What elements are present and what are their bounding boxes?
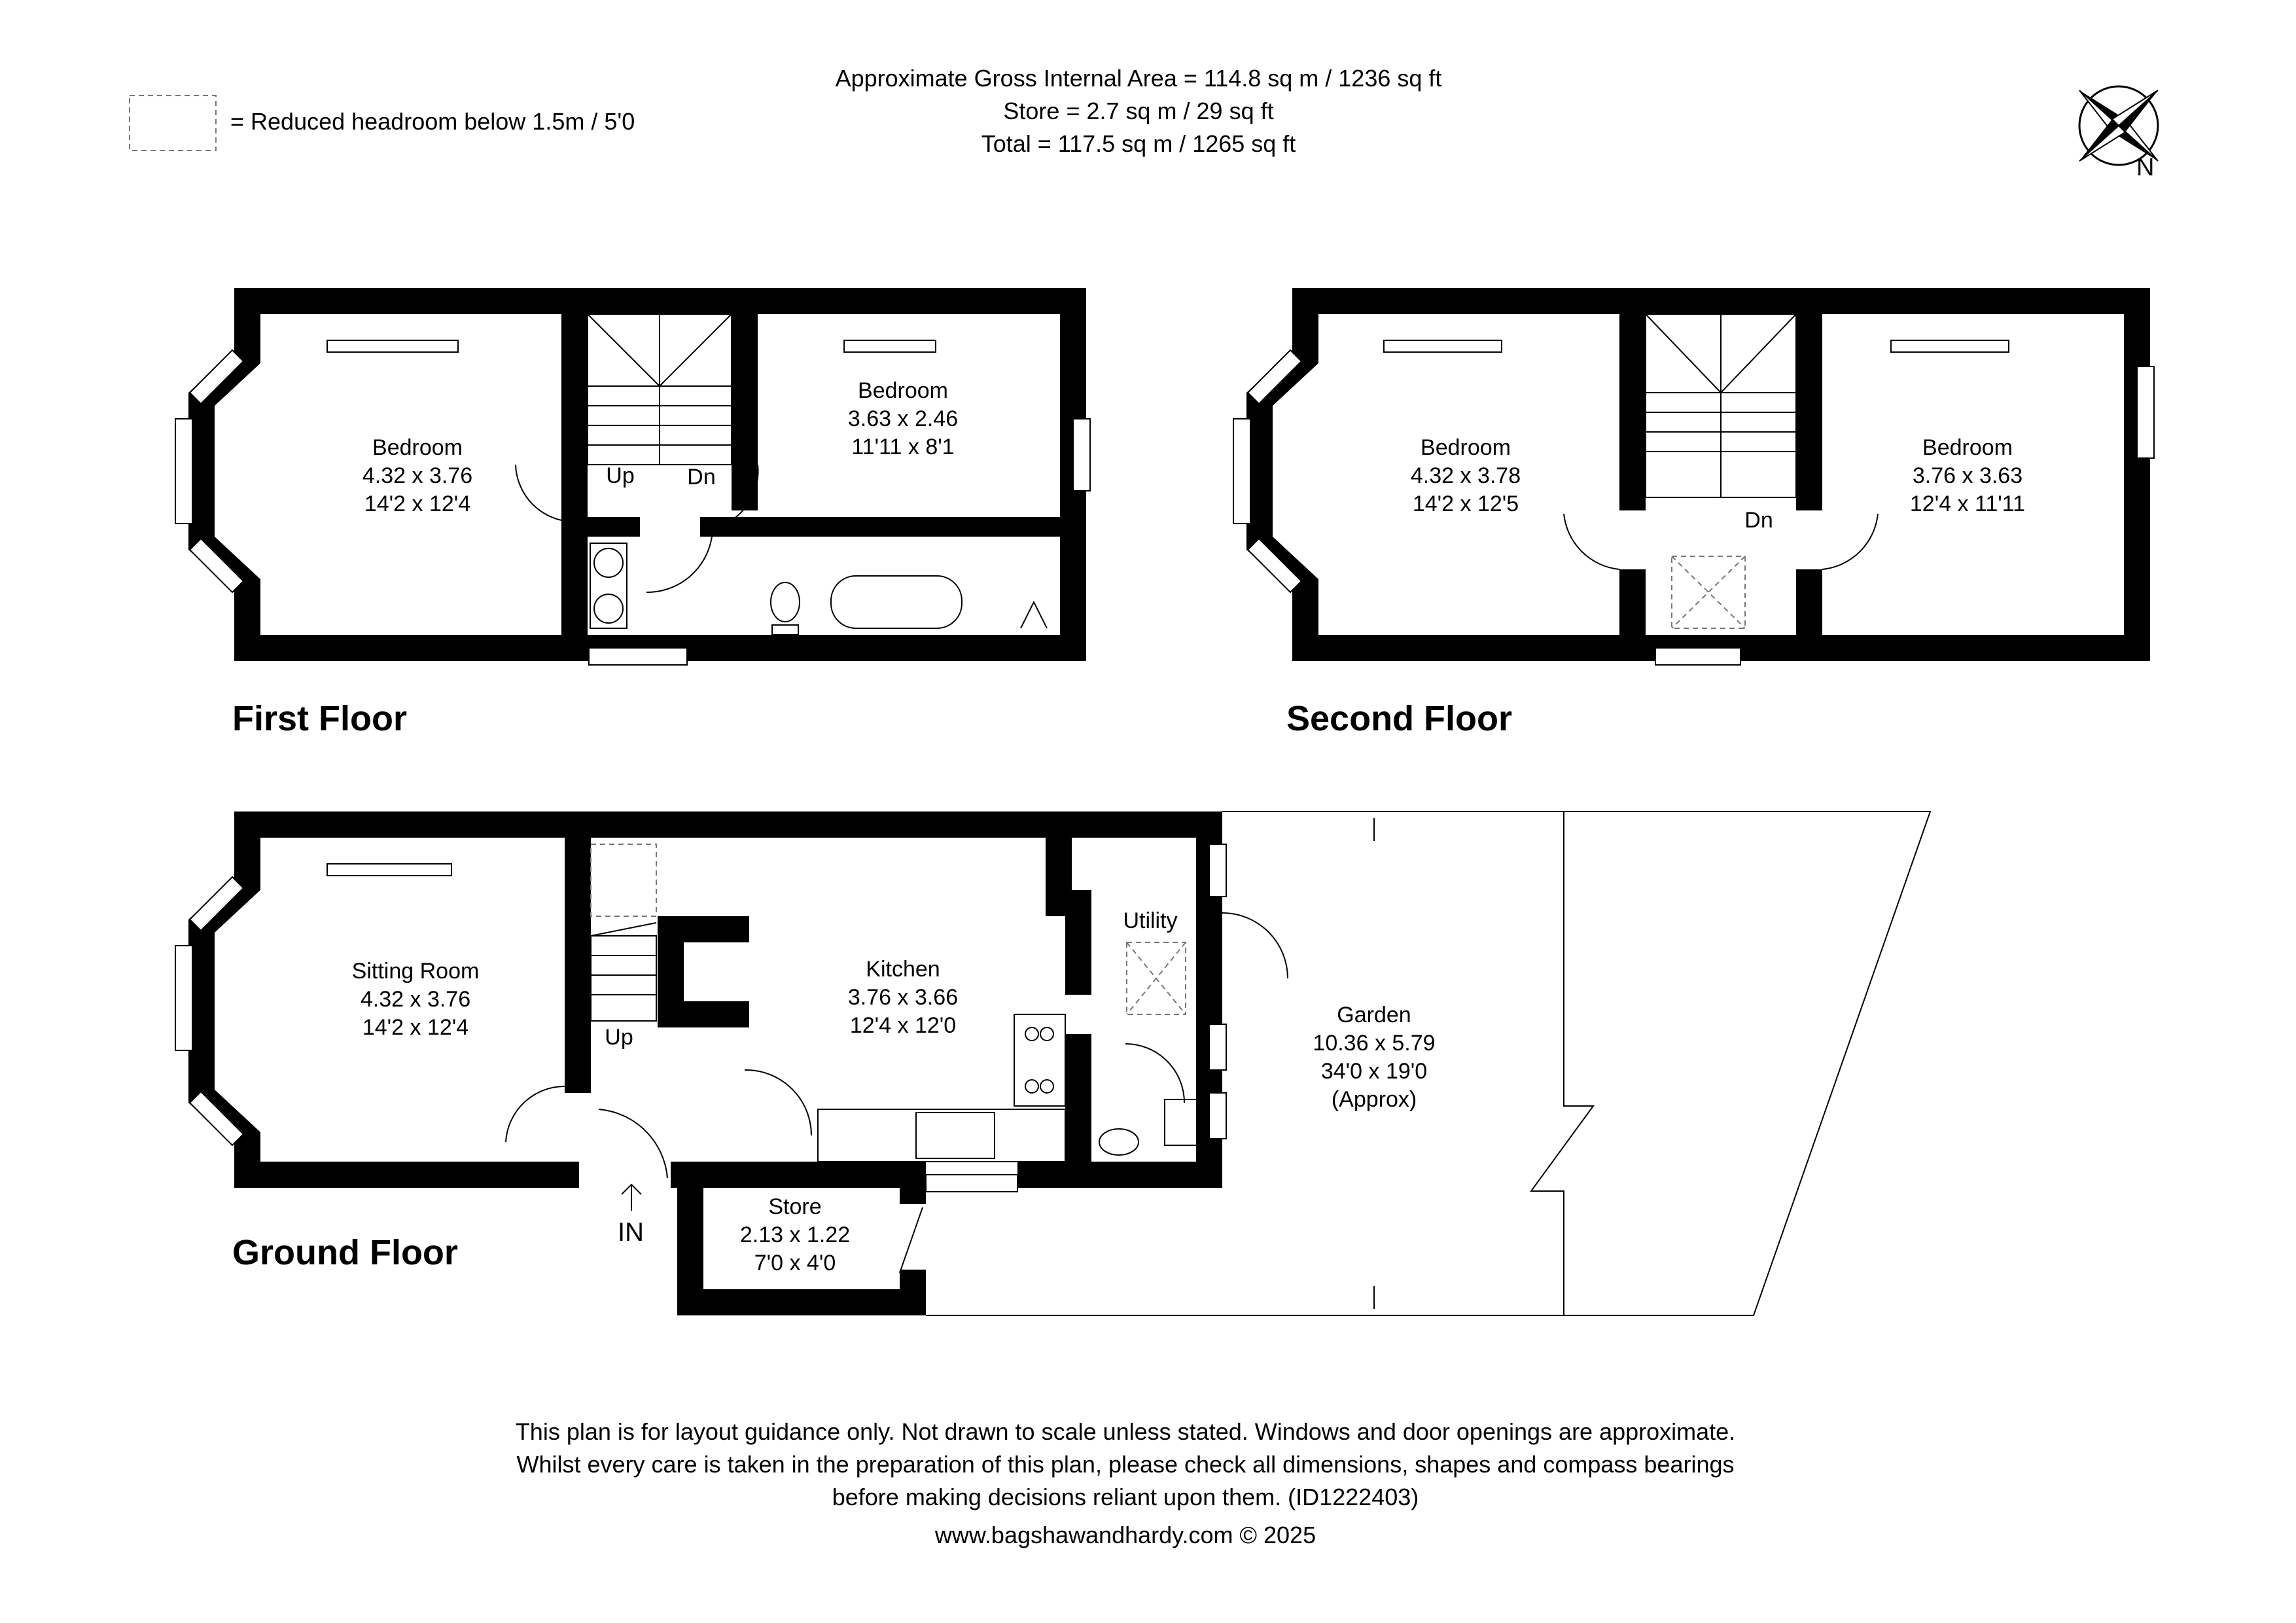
first-floor-stairs-down-label: Dn	[687, 465, 716, 490]
svg-text:14'2 x 12'4: 14'2 x 12'4	[362, 1015, 469, 1040]
svg-text:Sitting Room: Sitting Room	[351, 959, 480, 984]
svg-text:4.32 x 3.76: 4.32 x 3.76	[362, 463, 473, 488]
second-floor-stairs	[1646, 314, 1796, 497]
disclaimer-line-2: Whilst every care is taken in the preparation of this plan, please check all dimensions, shapes and compass bearings	[516, 1451, 1735, 1478]
svg-text:3.76 x 3.63: 3.76 x 3.63	[1912, 463, 2023, 488]
compass-north-label: N	[2136, 154, 2155, 181]
first-floor-bedroom-left-label	[362, 435, 472, 516]
area-line-2: Store = 2.7 sq m / 29 sq ft	[1003, 98, 1274, 124]
first-floor-title: First Floor	[232, 699, 407, 738]
disclaimer-line-1: This plan is for layout guidance only. Not drawn to scale unless stated. Windows and door openings are approximate.	[515, 1418, 1736, 1445]
svg-text:Bedroom: Bedroom	[372, 435, 463, 460]
ground-floor-stairs	[591, 923, 656, 1021]
svg-text:4.32 x 3.76: 4.32 x 3.76	[360, 987, 471, 1012]
kitchen-label	[848, 957, 958, 1038]
svg-text:11'11 x 8'1: 11'11 x 8'1	[851, 435, 955, 459]
svg-text:Store: Store	[768, 1194, 822, 1219]
store-label	[740, 1194, 850, 1275]
sitting-room-label	[352, 959, 480, 1040]
ground-floor-stairs-up-label: Up	[605, 1025, 633, 1050]
ground-floor-title: Ground Floor	[232, 1233, 458, 1272]
svg-text:7'0 x 4'0: 7'0 x 4'0	[754, 1251, 836, 1275]
ground-floor-reduced-headroom-stairs	[591, 844, 656, 916]
second-floor-bedroom-right-label	[1910, 435, 2025, 516]
svg-text:14'2 x 12'5: 14'2 x 12'5	[1412, 491, 1519, 516]
headroom-legend	[130, 96, 635, 151]
svg-text:3.63 x 2.46: 3.63 x 2.46	[847, 406, 959, 431]
second-floor-stairs-down-label: Dn	[1744, 508, 1773, 533]
legend-swatch	[130, 96, 216, 151]
website-link[interactable]: www.bagshawandhardy.com © 2025	[934, 1522, 1316, 1548]
disclaimer-line-3: before making decisions reliant upon them. (ID1222403)	[832, 1484, 1419, 1510]
second-floor-bedroom-left-label	[1411, 435, 1521, 516]
svg-text:10.36 x 5.79: 10.36 x 5.79	[1313, 1031, 1436, 1056]
garden-label	[1313, 1003, 1435, 1112]
first-floor-stairs	[588, 314, 732, 465]
disclaimer	[516, 1418, 1735, 1510]
svg-text:Bedroom: Bedroom	[858, 378, 948, 403]
svg-text:Garden: Garden	[1337, 1003, 1411, 1027]
utility-label: Utility	[1123, 908, 1178, 933]
svg-text:14'2 x 12'4: 14'2 x 12'4	[364, 491, 471, 516]
svg-text:Kitchen: Kitchen	[866, 957, 940, 982]
legend-text: = Reduced headroom below 1.5m / 5'0	[230, 108, 635, 135]
second-floor-title: Second Floor	[1286, 699, 1513, 738]
entrance-arrow-icon	[622, 1185, 641, 1211]
svg-text:34'0 x 19'0: 34'0 x 19'0	[1320, 1059, 1428, 1084]
svg-text:3.76 x 3.66: 3.76 x 3.66	[847, 985, 959, 1010]
svg-text:12'4 x 12'0: 12'4 x 12'0	[849, 1013, 957, 1038]
svg-text:Bedroom: Bedroom	[1421, 435, 1511, 460]
area-line-1: Approximate Gross Internal Area = 114.8 sq m / 1236 sq ft	[835, 65, 1442, 92]
area-line-3: Total = 117.5 sq m / 1265 sq ft	[981, 130, 1296, 157]
first-floor-stairs-up-label: Up	[606, 463, 635, 488]
svg-text:2.13 x 1.22: 2.13 x 1.22	[739, 1222, 851, 1247]
entrance-label: IN	[618, 1218, 644, 1247]
area-summary	[836, 65, 1442, 157]
svg-text:12'4 x 11'11: 12'4 x 11'11	[1909, 491, 2026, 516]
compass-icon	[2079, 86, 2158, 165]
first-floor-bedroom-right-label	[848, 378, 958, 459]
svg-text:4.32 x 3.78: 4.32 x 3.78	[1410, 463, 1521, 488]
svg-text:(Approx): (Approx)	[1331, 1087, 1417, 1112]
svg-text:Bedroom: Bedroom	[1922, 435, 2013, 460]
